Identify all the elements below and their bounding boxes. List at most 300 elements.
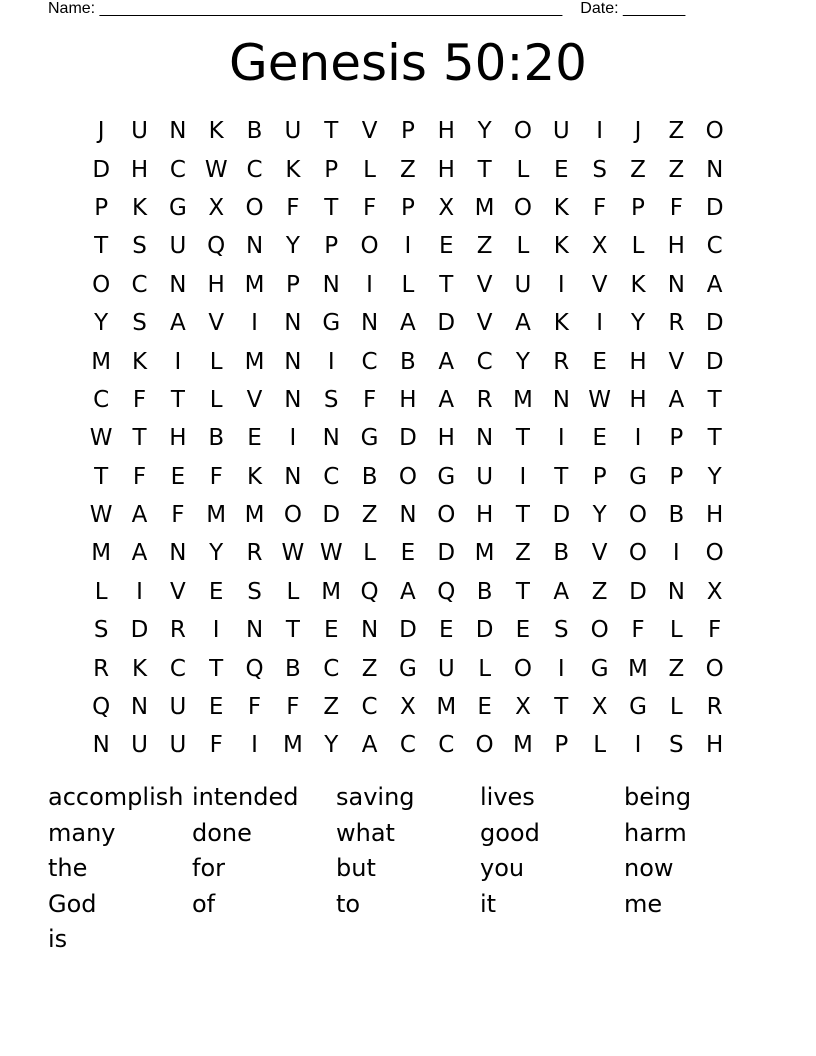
grid-letter: E: [208, 694, 224, 721]
grid-letter: H: [629, 348, 647, 375]
grid-letter: T: [515, 425, 530, 452]
grid-letter: O: [513, 655, 532, 682]
grid-letter: M: [321, 578, 342, 605]
grid-letter: C: [323, 655, 340, 682]
word-bank-item: but: [336, 854, 376, 882]
word-bank-item: of: [192, 889, 216, 918]
grid-letter: W: [281, 540, 305, 567]
grid-letter: N: [667, 578, 685, 605]
grid-letter: H: [437, 425, 455, 452]
grid-letter: O: [475, 732, 494, 759]
grid-letter: Z: [630, 156, 646, 183]
grid-letter: T: [515, 502, 530, 529]
grid-letter: Z: [361, 502, 378, 529]
grid-letter: H: [475, 502, 494, 529]
grid-letter: O: [628, 502, 648, 529]
grid-letter: I: [251, 310, 258, 337]
grid-letter: O: [398, 463, 417, 490]
grid-letter: E: [170, 463, 186, 490]
grid-letter: R: [93, 655, 110, 682]
grid-letter: S: [247, 578, 262, 605]
word-bank-item: God: [48, 889, 97, 918]
grid-letter: F: [132, 463, 147, 490]
grid-letter: W: [204, 156, 228, 183]
grid-letter: E: [554, 156, 569, 183]
grid-letter: I: [366, 271, 373, 298]
grid-letter: L: [669, 617, 683, 644]
grid-letter: A: [400, 578, 416, 605]
grid-row: [82, 458, 734, 496]
grid-letter: A: [131, 540, 148, 567]
grid-letter: G: [399, 655, 417, 682]
grid-letter: X: [208, 194, 225, 221]
header-line: [48, 0, 685, 18]
grid-letter: U: [514, 271, 532, 298]
grid-letter: V: [476, 310, 493, 337]
grid-letter: E: [400, 540, 416, 567]
grid-letter: S: [553, 617, 569, 644]
grid-letter: Z: [668, 156, 685, 183]
word-bank-item: lives: [480, 783, 535, 811]
grid-letter: I: [672, 540, 680, 567]
grid-letter: T: [94, 463, 109, 490]
grid-letter: Z: [323, 694, 340, 721]
grid-letter: B: [400, 348, 416, 375]
grid-row: [82, 381, 734, 419]
grid-letter: P: [94, 194, 109, 221]
grid-letter: T: [94, 233, 109, 260]
grid-letter: U: [437, 655, 455, 682]
grid-letter: V: [169, 578, 186, 605]
grid-letter: C: [361, 694, 378, 721]
grid-letter: I: [596, 310, 604, 337]
grid-letter: G: [437, 463, 456, 490]
grid-letter: M: [244, 271, 265, 298]
grid-letter: O: [705, 655, 724, 682]
grid-letter: D: [705, 310, 724, 337]
grid-letter: H: [437, 156, 455, 183]
grid-letter: F: [286, 194, 300, 221]
grid-letter: C: [323, 463, 340, 490]
word-bank-item: me: [624, 889, 663, 918]
grid-letter: M: [474, 540, 495, 567]
grid-row: [82, 342, 734, 380]
grid-letter: N: [130, 694, 149, 721]
grid-letter: I: [557, 425, 565, 452]
page-title: Genesis 50:20: [229, 34, 587, 92]
grid-letter: T: [554, 694, 569, 721]
grid-row: [82, 534, 734, 572]
grid-letter: C: [93, 386, 110, 413]
grid-row: [82, 304, 734, 342]
grid-letter: B: [476, 578, 493, 605]
grid-letter: D: [130, 617, 149, 644]
grid-letter: D: [437, 540, 456, 567]
grid-letter: G: [629, 694, 647, 721]
grid-letter: L: [516, 233, 530, 260]
grid-letter: V: [476, 271, 493, 298]
grid-letter: E: [592, 348, 607, 375]
grid-letter: H: [399, 386, 417, 413]
grid-letter: A: [169, 310, 186, 337]
grid-letter: N: [399, 502, 417, 529]
grid-letter: I: [212, 617, 220, 644]
grid-letter: C: [438, 732, 455, 759]
grid-letter: P: [400, 194, 415, 221]
grid-letter: X: [438, 194, 455, 221]
grid-letter: D: [399, 617, 417, 644]
grid-letter: M: [91, 540, 112, 567]
word-bank-item: saving: [336, 783, 415, 811]
grid-row: [82, 688, 734, 726]
grid-letter: F: [132, 386, 147, 413]
grid-letter: F: [362, 194, 377, 221]
word-bank-item: it: [480, 889, 497, 918]
grid-letter: O: [705, 118, 724, 145]
grid-letter: P: [631, 194, 645, 221]
grid-letter: S: [669, 732, 684, 759]
grid-letter: A: [131, 502, 148, 529]
grid-letter: U: [131, 118, 148, 145]
grid-letter: D: [705, 348, 724, 375]
grid-row: [82, 227, 734, 265]
grid-letter: L: [363, 540, 376, 567]
grid-letter: N: [360, 617, 379, 644]
grid-letter: H: [706, 732, 724, 759]
word-bank-item: the: [48, 854, 88, 882]
grid-letter: E: [247, 425, 262, 452]
grid-letter: O: [437, 502, 456, 529]
grid-letter: Z: [361, 655, 378, 682]
grid-letter: T: [439, 271, 454, 298]
grid-letter: B: [668, 502, 685, 529]
grid-letter: N: [169, 540, 187, 567]
grid-letter: G: [322, 310, 341, 337]
grid-letter: T: [707, 425, 722, 452]
grid-letter: S: [132, 310, 147, 337]
grid-letter: N: [284, 348, 302, 375]
grid-letter: D: [92, 156, 111, 183]
grid-letter: Q: [245, 655, 264, 682]
word-bank-item: to: [336, 889, 361, 918]
grid-letter: G: [590, 655, 609, 682]
grid-letter: V: [246, 386, 263, 413]
grid-letter: C: [246, 156, 263, 183]
grid-letter: P: [592, 463, 607, 490]
grid-letter: N: [284, 463, 302, 490]
grid-row: [82, 573, 734, 611]
grid-row: [82, 266, 734, 304]
grid-letter: C: [476, 348, 493, 375]
grid-letter: L: [669, 694, 683, 721]
word-bank-item: many: [48, 818, 116, 847]
grid-row: [82, 112, 734, 150]
grid-letter: H: [629, 386, 647, 413]
grid-letter: X: [400, 694, 416, 721]
grid-letter: K: [553, 194, 569, 221]
grid-letter: M: [628, 655, 648, 682]
grid-letter: B: [208, 425, 225, 452]
grid-letter: N: [245, 233, 264, 260]
grid-letter: F: [362, 386, 377, 413]
grid-letter: A: [438, 386, 455, 413]
grid-letter: L: [478, 655, 492, 682]
grid-letter: K: [553, 233, 569, 260]
grid-letter: O: [628, 540, 648, 567]
grid-letter: L: [286, 578, 300, 605]
grid-letter: G: [629, 463, 647, 490]
grid-letter: K: [131, 194, 148, 221]
grid-letter: T: [477, 156, 492, 183]
grid-letter: L: [209, 348, 223, 375]
grid-letter: T: [170, 386, 185, 413]
grid-letter: P: [669, 463, 684, 490]
grid-letter: E: [323, 617, 339, 644]
grid-letter: X: [591, 694, 608, 721]
grid-letter: Z: [515, 540, 531, 567]
word-bank-item: what: [336, 818, 395, 847]
grid-letter: N: [552, 386, 570, 413]
grid-letter: U: [284, 118, 302, 145]
grid-letter: F: [669, 194, 683, 221]
grid-letter: C: [169, 156, 186, 183]
grid-letter: R: [476, 386, 493, 413]
grid-letter: O: [590, 617, 609, 644]
grid-letter: Q: [92, 694, 111, 721]
grid-letter: M: [244, 348, 265, 375]
grid-letter: R: [553, 348, 570, 375]
word-bank-item: now: [624, 854, 674, 882]
grid-letter: G: [360, 425, 379, 452]
grid-letter: X: [591, 233, 608, 260]
grid-letter: A: [400, 310, 416, 337]
grid-letter: N: [284, 310, 302, 337]
grid-letter: D: [629, 578, 647, 605]
grid-letter: A: [361, 732, 378, 759]
grid-letter: O: [360, 233, 379, 260]
grid-letter: Z: [591, 578, 608, 605]
grid-letter: I: [557, 271, 565, 298]
grid-letter: L: [593, 732, 607, 759]
grid-letter: N: [476, 425, 494, 452]
grid-letter: Z: [668, 655, 685, 682]
grid-letter: R: [169, 617, 186, 644]
word-bank-item: accomplish: [48, 783, 184, 811]
grid-letter: W: [319, 540, 343, 567]
grid-letter: C: [361, 348, 378, 375]
word-bank-item: being: [624, 783, 692, 811]
grid-letter: Z: [668, 118, 685, 145]
grid-letter: Q: [207, 233, 226, 260]
grid-letter: V: [668, 348, 685, 375]
word-bank-item: intended: [192, 783, 299, 811]
grid-letter: H: [169, 425, 187, 452]
word-bank-item: you: [480, 854, 525, 882]
grid-letter: N: [169, 271, 187, 298]
grid-letter: M: [282, 732, 303, 759]
grid-letter: W: [89, 425, 113, 452]
grid-letter: K: [247, 463, 263, 490]
grid-letter: L: [94, 578, 108, 605]
grid-letter: B: [246, 118, 263, 145]
grid-letter: H: [706, 502, 724, 529]
grid-letter: J: [97, 118, 105, 145]
grid-letter: D: [399, 425, 417, 452]
grid-letter: U: [169, 694, 187, 721]
grid-letter: U: [476, 463, 494, 490]
grid-row: [82, 150, 734, 188]
grid-letter: C: [169, 655, 186, 682]
grid-letter: R: [246, 540, 263, 567]
grid-letter: K: [553, 310, 569, 337]
grid-letter: H: [667, 233, 685, 260]
grid-letter: D: [437, 310, 456, 337]
grid-letter: Y: [592, 502, 607, 529]
grid-letter: P: [554, 732, 569, 759]
grid-letter: M: [513, 732, 533, 759]
grid-letter: I: [596, 118, 604, 145]
grid-letter: N: [92, 732, 110, 759]
grid-letter: E: [592, 425, 607, 452]
grid-letter: N: [169, 118, 187, 145]
grid-letter: I: [136, 578, 143, 605]
grid-letter: X: [515, 694, 531, 721]
grid-letter: V: [591, 540, 608, 567]
grid-letter: I: [634, 425, 642, 452]
word-bank-item: for: [192, 854, 225, 882]
word-bank-item: done: [192, 818, 252, 847]
grid-letter: P: [324, 233, 339, 260]
grid-letter: F: [593, 194, 607, 221]
grid-letter: M: [474, 194, 495, 221]
grid-letter: T: [324, 194, 339, 221]
grid-letter: Q: [437, 578, 456, 605]
grid-letter: Y: [707, 463, 722, 490]
grid-letter: A: [553, 578, 570, 605]
grid-letter: N: [360, 310, 379, 337]
grid-letter: E: [477, 694, 492, 721]
grid-letter: S: [132, 233, 147, 260]
word-bank-item: is: [48, 925, 68, 953]
grid-letter: T: [554, 463, 569, 490]
word-bank-item: harm: [624, 818, 687, 847]
grid-letter: N: [284, 386, 302, 413]
grid-letter: Z: [476, 233, 493, 260]
grid-letter: T: [132, 425, 147, 452]
grid-letter: F: [247, 694, 262, 721]
word-bank-item: good: [480, 818, 540, 847]
grid-letter: N: [706, 156, 724, 183]
grid-letter: U: [169, 233, 187, 260]
grid-letter: F: [209, 732, 223, 759]
grid-letter: N: [245, 617, 264, 644]
grid-letter: D: [705, 194, 724, 221]
grid-row: [82, 419, 734, 457]
grid-letter: Y: [324, 732, 339, 759]
grid-letter: I: [251, 732, 258, 759]
grid-letter: C: [131, 271, 148, 298]
grid-letter: Z: [400, 156, 416, 183]
grid-letter: A: [706, 271, 723, 298]
grid-letter: I: [404, 233, 412, 260]
grid-letter: O: [283, 502, 302, 529]
grid-letter: H: [437, 118, 455, 145]
grid-letter: R: [668, 310, 685, 337]
grid-letter: I: [327, 348, 335, 375]
name-field-label: Name: ____________________________________________________: [48, 0, 563, 17]
grid-letter: R: [706, 694, 723, 721]
grid-letter: L: [209, 386, 223, 413]
grid-letter: D: [475, 617, 494, 644]
grid-letter: C: [706, 233, 723, 260]
grid-letter: Y: [209, 540, 224, 567]
grid-letter: Y: [630, 310, 646, 337]
grid-letter: K: [285, 156, 301, 183]
grid-letter: M: [91, 348, 112, 375]
grid-letter: H: [130, 156, 149, 183]
grid-letter: P: [285, 271, 300, 298]
date-field-label: Date: _______: [580, 0, 686, 17]
grid-letter: M: [244, 502, 265, 529]
grid-letter: N: [322, 271, 340, 298]
grid-letter: O: [92, 271, 111, 298]
grid-letter: L: [516, 156, 530, 183]
grid-letter: O: [513, 194, 532, 221]
grid-letter: D: [552, 502, 571, 529]
grid-row: [82, 189, 734, 227]
grid-letter: G: [168, 194, 187, 221]
grid-letter: P: [324, 156, 339, 183]
grid-letter: P: [400, 118, 415, 145]
grid-letter: E: [438, 617, 454, 644]
grid-letter: Y: [285, 233, 300, 260]
grid-letter: H: [207, 271, 225, 298]
grid-letter: T: [209, 655, 224, 682]
grid-letter: T: [515, 578, 530, 605]
grid-letter: F: [171, 502, 185, 529]
grid-letter: K: [208, 118, 224, 145]
grid-letter: L: [631, 233, 645, 260]
grid-letter: F: [286, 694, 300, 721]
grid-letter: O: [705, 540, 724, 567]
grid-row: [82, 649, 734, 687]
grid-letter: U: [169, 732, 187, 759]
grid-letter: Q: [360, 578, 379, 605]
grid-letter: C: [399, 732, 416, 759]
grid-letter: Y: [94, 310, 109, 337]
grid-letter: B: [285, 655, 301, 682]
grid-letter: V: [361, 118, 378, 145]
grid-letter: D: [322, 502, 341, 529]
grid-letter: B: [361, 463, 378, 490]
grid-row: [82, 726, 734, 764]
grid-letter: I: [174, 348, 182, 375]
grid-letter: Y: [515, 348, 530, 375]
grid-letter: V: [208, 310, 225, 337]
word-search-grid: [82, 112, 734, 765]
grid-letter: Y: [477, 118, 492, 145]
grid-letter: W: [588, 386, 612, 413]
grid-letter: E: [208, 578, 224, 605]
grid-letter: S: [592, 156, 607, 183]
grid-letter: P: [669, 425, 684, 452]
grid-letter: A: [668, 386, 685, 413]
grid-letter: M: [206, 502, 227, 529]
grid-letter: K: [131, 348, 148, 375]
grid-letter: N: [667, 271, 685, 298]
word-bank: [48, 780, 768, 958]
grid-letter: A: [515, 310, 531, 337]
